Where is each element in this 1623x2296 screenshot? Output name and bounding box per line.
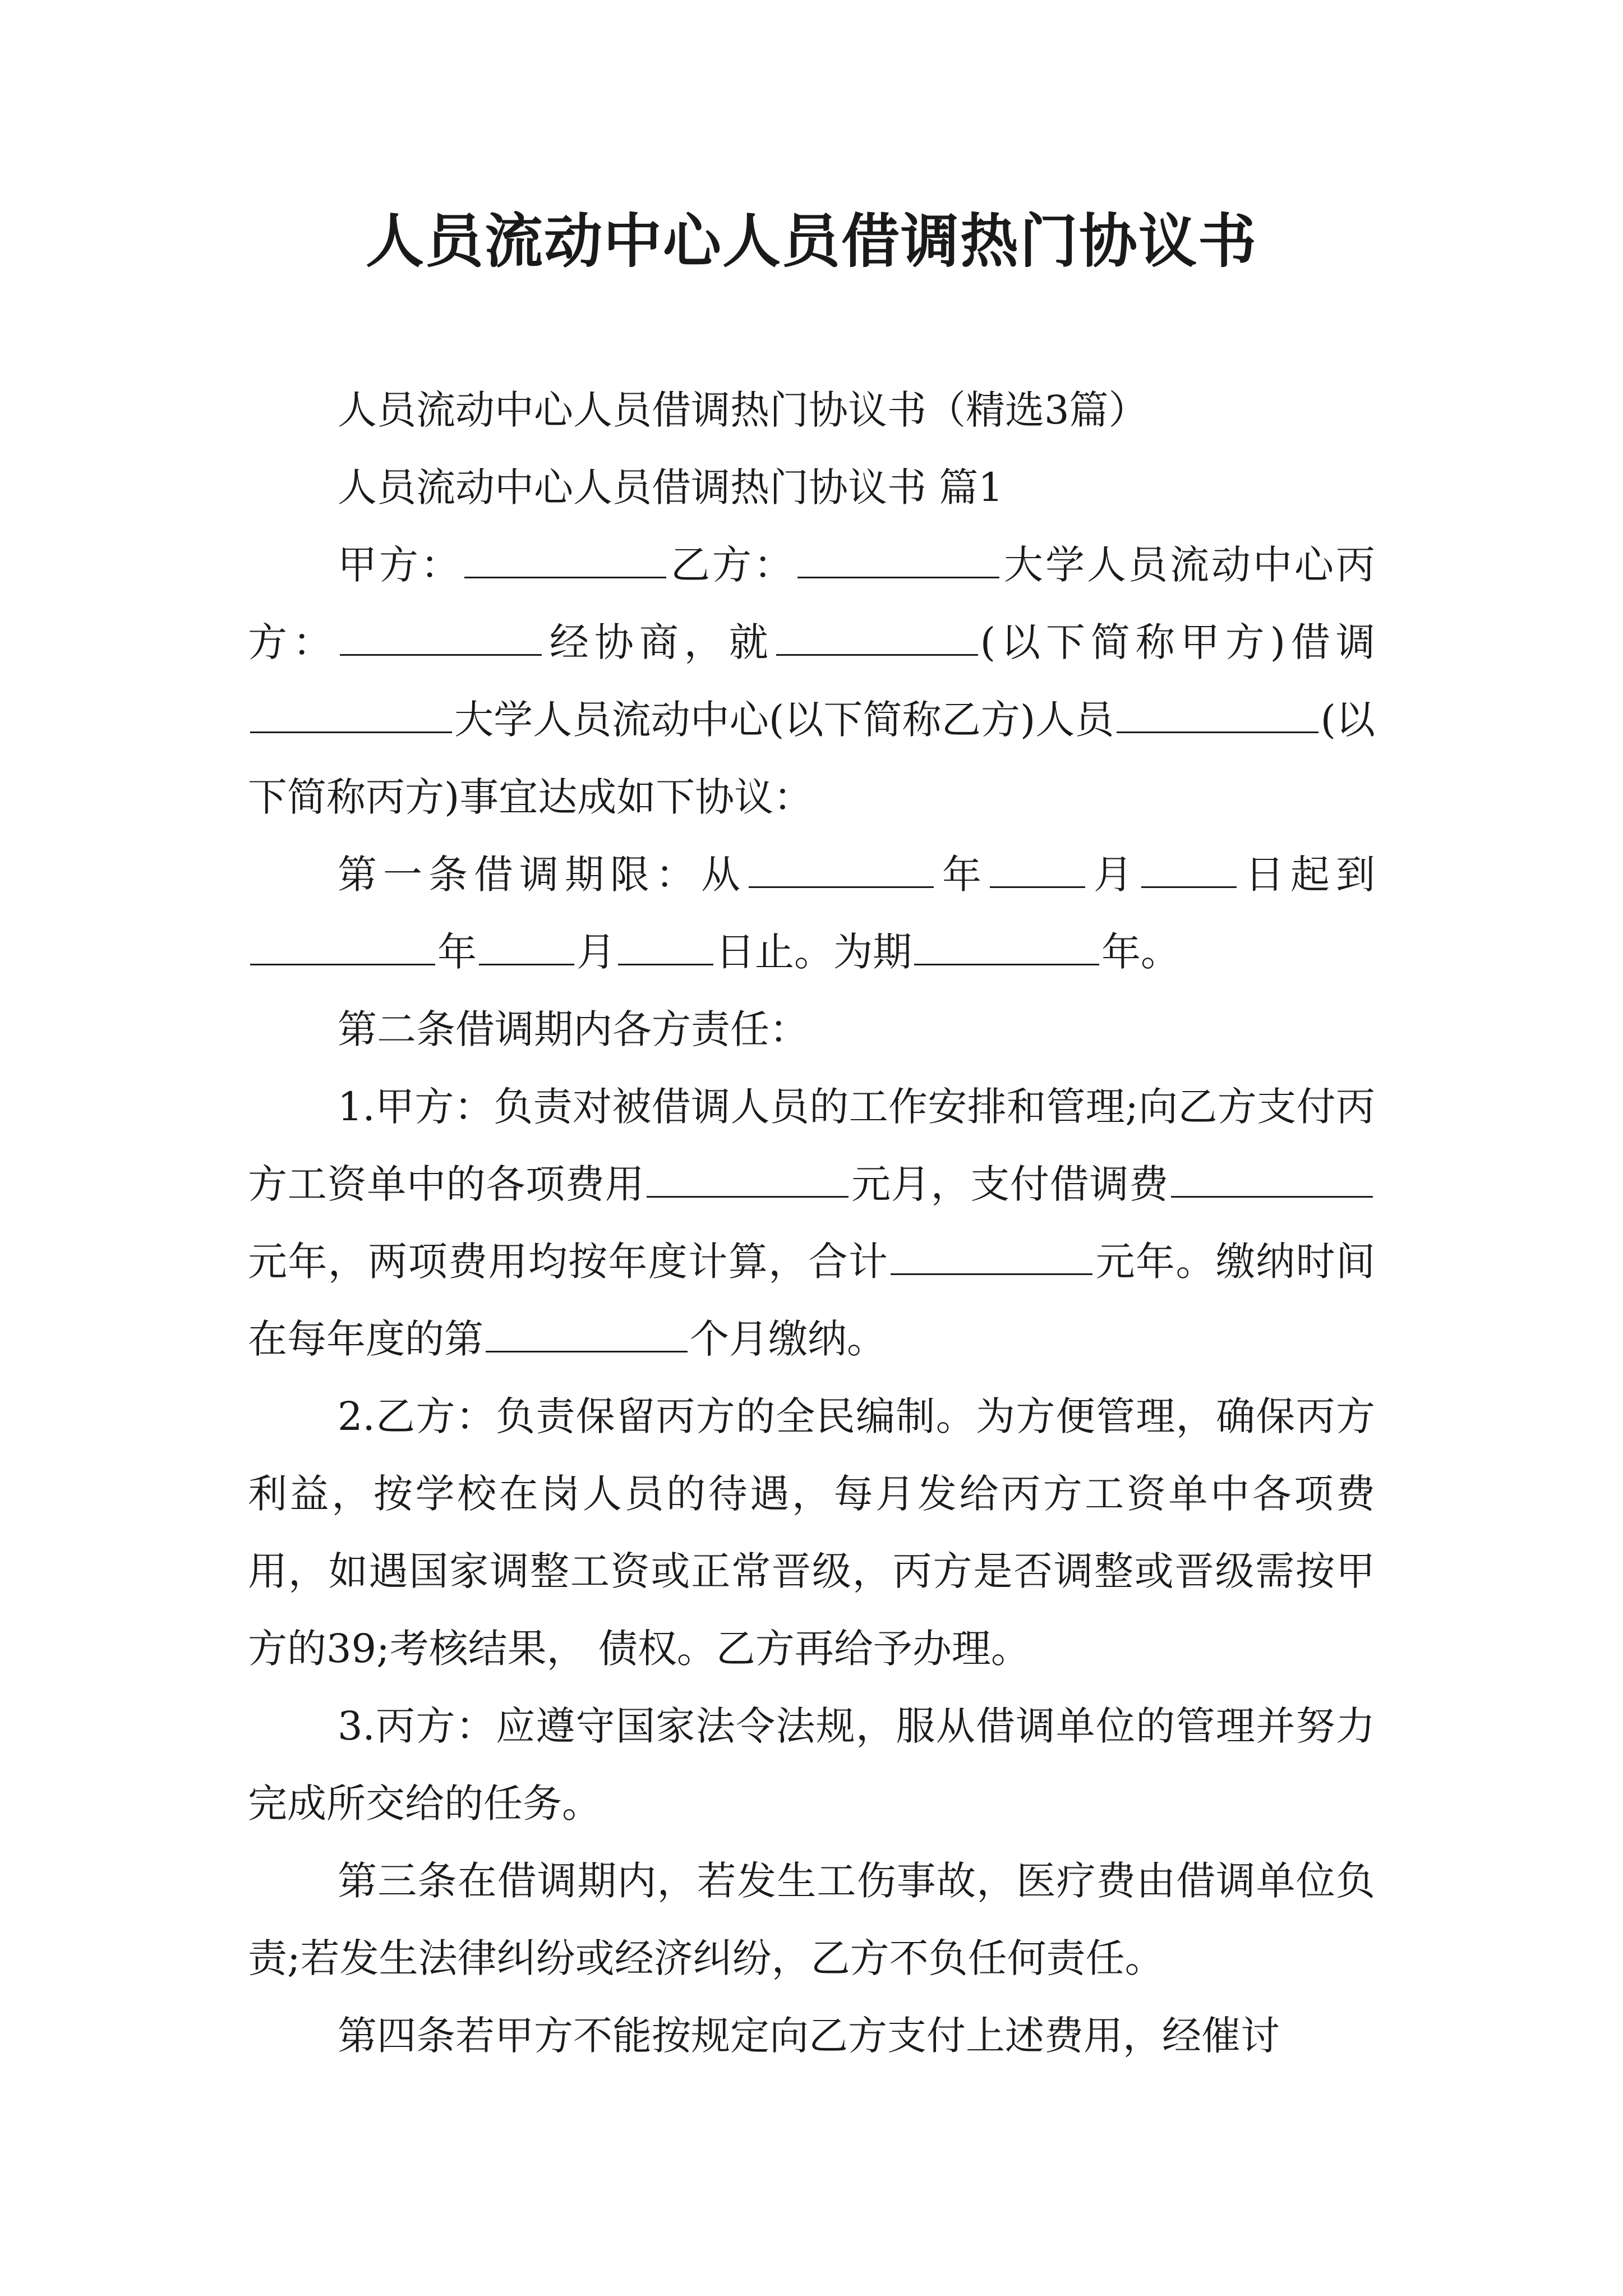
year-label: 年 [936,852,988,898]
secondment-text: (以下简称甲方)借调 [980,619,1376,665]
secondment-fee-blank [1171,1162,1373,1198]
duration-blank [914,930,1099,965]
item-1-a: 1.甲方：负责对被借调人员的工作安排和管理;向乙方支付丙方工资单中的各项费用 [248,1084,1375,1207]
day-start-label: 日起到 [1239,852,1375,898]
article-1-start: 第一条借调期限：从 [338,852,746,898]
matter-blank [776,620,978,656]
university-blank [250,698,452,733]
document-body [248,371,1375,2074]
item-1-b: 元月，支付借调费 [851,1161,1169,1207]
party-a-label: 甲方： [338,542,462,588]
start-day-blank [1141,853,1237,888]
month-label: 月 [1087,852,1139,898]
end-day-blank [618,930,713,965]
end-month-blank [479,930,574,965]
party-c-blank [340,620,542,656]
person-blank [1117,698,1318,733]
document-title: 人员流动中心人员借调热门协议书 [365,206,1257,275]
item-3: 3.丙方：应遵守国家法令法规，服从借调单位的管理并努力完成所交给的任务。 [248,1703,1375,1826]
item-1-d: 元年。缴纳时间在每年度的第 [248,1239,1376,1362]
article-4: 第四条若甲方不能按规定向乙方支付上述费用，经催讨 [338,2013,1280,2059]
year-label-2: 年 [437,929,477,975]
party-b-tail: 大学人员流动中心丙方： [248,542,1375,665]
item-1-c: 元年，两项费用均按年度计算，合计 [248,1239,889,1285]
article-1 [248,836,1375,991]
month-label-2: 月 [577,929,616,975]
after-party-c: 经协商，就 [543,619,774,665]
wage-fee-blank [647,1162,849,1198]
article-3: 第三条在借调期内，若发生工伤事故，医疗费由借调单位负责;若发生法律纠纷或经济纠纷，乙方不负任何责任。 [248,1858,1375,1981]
start-month-blank [990,853,1085,888]
total-blank [891,1240,1092,1275]
day-end-label: 日止。为期 [716,929,912,975]
subtitle-line: 人员流动中心人员借调热门协议书（精选3篇） [338,387,1148,433]
start-year-blank [749,853,934,888]
party-a-blank [464,543,666,578]
party-b-label: 乙方： [668,542,795,588]
intro-paragraph [248,526,1375,836]
payment-month-blank [486,1317,688,1352]
article-2-heading: 第二条借调期内各方责任： [338,1006,809,1052]
end-year-blank [250,930,435,965]
year-end-label: 年。 [1101,929,1180,975]
item-1-e: 个月缴纳。 [690,1316,886,1362]
item-1 [248,1068,1375,1378]
intro-end: (以下简称丙方)事宜达成如下协议： [248,697,1375,820]
part-heading: 人员流动中心人员借调热门协议书 篇1 [338,464,1003,510]
item-2: 2.乙方：负责保留丙方的全民编制。为方便管理，确保丙方利益，按学校在岗人员的待遇，每月发给丙方工资单中各项费用，如遇国家调整工资或正常晋级，丙方是否调整或晋级需按甲方的39;考核结果， 债权。乙方再给予办理。 [248,1393,1375,1672]
party-b-blank [797,543,999,578]
center-text: 大学人员流动中心(以下简称乙方)人员 [454,697,1114,743]
